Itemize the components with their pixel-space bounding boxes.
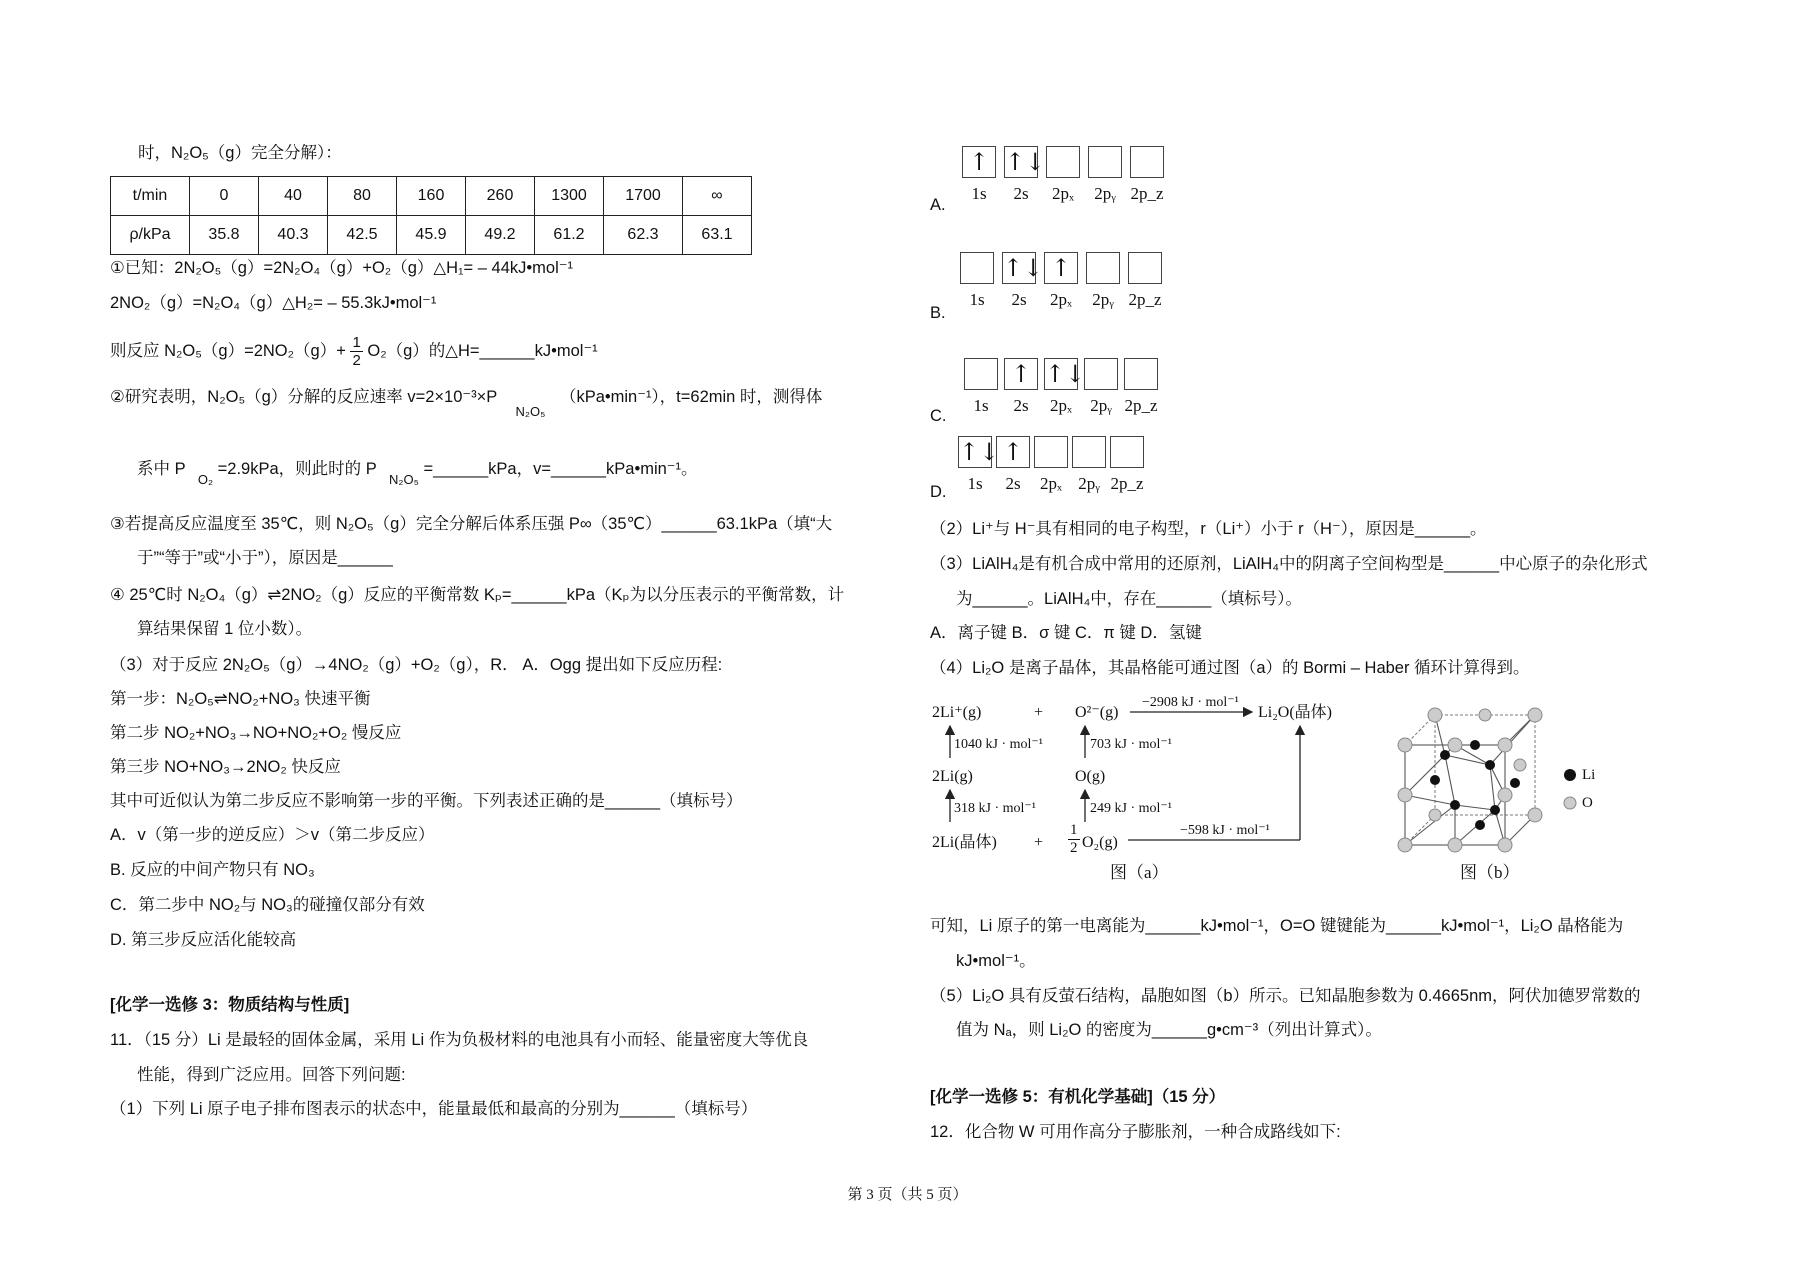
text-line: 第二步 NO₂+NO₃→NO+NO₂+O₂ 慢反应 — [110, 724, 402, 742]
orbital-box: ↑ — [996, 436, 1030, 468]
text-span: =______kPa，v=______kPa•min⁻¹。 — [423, 460, 698, 478]
table-cell: 63.1 — [683, 216, 752, 255]
subscript: O₂ — [197, 472, 214, 487]
orbital-box — [1046, 146, 1080, 178]
figure-crystal-cell — [1395, 705, 1615, 895]
table-cell: 40 — [259, 177, 328, 216]
orbital-label: 2s — [1005, 474, 1021, 493]
orbital-label: 1s — [967, 474, 983, 493]
text-line: （4）Li₂O 是离子晶体，其晶格能可通过图（a）的 Bormi – Haber 循环计算得到。 — [930, 659, 1530, 677]
table-cell: ∞ — [683, 177, 752, 216]
legend-o-label: O — [1582, 795, 1593, 811]
figure-caption: 图（a） — [1110, 863, 1169, 882]
orbital-box: ↑↓ — [1045, 360, 1086, 388]
text-line: D. 第三步反应活化能较高 — [110, 931, 297, 949]
option-letter: A. — [930, 196, 946, 214]
orbital-box: ↑↓ — [1005, 148, 1046, 176]
subscript: N₂O₅ — [389, 472, 419, 487]
text-line: C．第二步中 NO₂与 NO₃的碰撞仅部分有效 — [110, 896, 425, 914]
table-cell: t/min — [111, 177, 190, 216]
orbital-box — [964, 358, 998, 390]
text-line: 其中可近似认为第二步反应不影响第一步的平衡。下列表述正确的是______（填标号） — [110, 792, 743, 810]
text-line: （1）下列 Li 原子电子排布图表示的状态中，能量最低和最高的分别为______（填标号） — [110, 1100, 758, 1118]
text-line: 2NO₂（g）=N₂O₄（g）△H₂= – 55.3kJ•mol⁻¹ — [110, 294, 437, 312]
fraction — [1068, 822, 1080, 857]
table-cell: 49.2 — [466, 216, 535, 255]
orbital-box: ↑ — [1044, 252, 1078, 284]
fraction-numerator: 1 — [1070, 822, 1078, 838]
orbital-label: 2pₓ — [1050, 290, 1072, 309]
orbital-label: 2pₓ — [1052, 184, 1074, 203]
table-cell: 160 — [397, 177, 466, 216]
option-letter: C. — [930, 407, 947, 425]
energy-label: −598 kJ · mol⁻¹ — [1180, 823, 1270, 838]
option-letter: B. — [930, 304, 946, 322]
fraction-denominator: 2 — [352, 352, 361, 369]
text-line: 算结果保留 1 位小数）。 — [137, 620, 313, 638]
orbital-box — [1084, 358, 1118, 390]
text-span: （kPa•min⁻¹），t=62min 时，测得体 — [559, 388, 823, 406]
energy-label: 318 kJ · mol⁻¹ — [954, 801, 1036, 816]
orbital-label: 1s — [973, 396, 989, 415]
orbital-box — [1130, 146, 1164, 178]
text-span: O₂（g）的△H=______kJ•mol⁻¹ — [367, 341, 598, 360]
orbital-label: 2p_z — [1124, 396, 1158, 415]
text-line: 第三步 NO+NO₃→2NO₂ 快反应 — [110, 758, 341, 776]
subscript: N₂O₅ — [515, 404, 546, 419]
text-line — [110, 334, 598, 369]
orbital-label: 2pᵧ — [1090, 396, 1112, 415]
text-line — [110, 386, 823, 419]
species-label: 2Li(g) — [932, 768, 973, 785]
orbital-label: 2pₓ — [1040, 474, 1062, 493]
text-line: 性能，得到广泛应用。回答下列问题: — [137, 1066, 406, 1084]
text-span: 系中 P — [137, 460, 186, 478]
text-line: ④ 25℃时 N₂O₄（g）⇌2NO₂（g）反应的平衡常数 Kₚ=______kPa（Kₚ为以分压表示的平衡常数，计 — [110, 586, 845, 604]
text-line: 值为 Nₐ，则 Li₂O 的密度为______g•cm⁻³（列出计算式）。 — [956, 1021, 1382, 1039]
orbital-label: 2pᵧ — [1078, 474, 1100, 493]
text-line: ③若提高反应温度至 35℃，则 N₂O₅（g）完全分解后体系压强 P∞（35℃）______63.1kPa（填“大 — [110, 515, 833, 533]
text-line: 可知，Li 原子的第一电离能为______kJ•mol⁻¹，O=O 键键能为______kJ•mol⁻¹，Li₂O 晶格能为 — [930, 917, 1624, 935]
orbital-box — [960, 252, 994, 284]
orbital-box: ↑ — [1004, 358, 1038, 390]
text-line: A．v（第一步的逆反应）＞v（第二步反应） — [110, 826, 435, 844]
table-cell: 80 — [328, 177, 397, 216]
text-line: 为______。LiAlH₄中，存在______（填标号）。 — [956, 590, 1303, 608]
text-line: kJ•mol⁻¹。 — [956, 952, 1036, 970]
plus-sign: + — [1034, 704, 1044, 721]
orbital-label: 2pₓ — [1050, 396, 1072, 415]
orbital-label: 1s — [969, 290, 985, 309]
text-span: 则反应 N₂O₅（g）=2NO₂（g）+ — [110, 341, 346, 360]
orbital-label: 2p_z — [1130, 184, 1164, 203]
table-cell: ρ/kPa — [111, 216, 190, 255]
table-cell: 40.3 — [259, 216, 328, 255]
option-letter: D. — [930, 483, 947, 501]
species-label: O(g) — [1075, 768, 1106, 785]
fraction — [350, 334, 362, 369]
orbital-box: ↑↓ — [1003, 254, 1044, 282]
orbital-box — [1124, 358, 1158, 390]
text-line: （3）对于反应 2N₂O₅（g）→4NO₂（g）+O₂（g），R． A．Ogg 提出如下反应历程: — [110, 656, 723, 674]
orbital-label: 2pᵧ — [1092, 290, 1114, 309]
fraction-numerator: 1 — [352, 334, 361, 351]
species-label: Li₂O(晶体) — [1258, 704, 1333, 721]
text-line — [137, 458, 698, 487]
table-cell: 61.2 — [535, 216, 604, 255]
table-cell: 42.5 — [328, 216, 397, 255]
orbital-label: 2s — [1013, 396, 1029, 415]
orbital-box — [1128, 252, 1162, 284]
orbital-label: 2s — [1011, 290, 1027, 309]
table-row — [111, 216, 752, 255]
fraction-denominator: 2 — [1070, 840, 1078, 856]
text-line: 于”“等于”或“小于”），原因是______ — [137, 549, 393, 567]
table-cell: 62.3 — [604, 216, 683, 255]
species-label: 2Li(晶体) — [932, 834, 997, 851]
figure-caption: 图（b） — [1460, 863, 1520, 882]
energy-label: 1040 kJ · mol⁻¹ — [954, 737, 1043, 752]
orbital-box — [1034, 436, 1068, 468]
energy-label: −2908 kJ · mol⁻¹ — [1142, 695, 1239, 710]
orbital-box — [1072, 436, 1106, 468]
text-line: （3）LiAlH₄是有机合成中常用的还原剂，LiAlH₄中的阴离子空间构型是______中心原子的杂化形式 — [930, 555, 1648, 573]
energy-label: 249 kJ · mol⁻¹ — [1090, 801, 1172, 816]
text-line: ①已知：2N₂O₅（g）=2N₂O₄（g）+O₂（g）△H₁= – 44kJ•mol⁻¹ — [110, 259, 573, 277]
text-line: A．离子键 B．σ 键 C．π 键 D．氢键 — [930, 624, 1202, 642]
text-line: B. 反应的中间产物只有 NO₃ — [110, 861, 315, 879]
section-heading: [化学一选修 5：有机化学基础]（15 分） — [930, 1088, 1226, 1106]
text-line: 时，N₂O₅（g）完全分解）： — [138, 144, 342, 162]
section-heading: [化学一选修 3：物质结构与性质] — [110, 996, 350, 1014]
orbital-box — [1086, 252, 1120, 284]
orbital-label: 2p_z — [1128, 290, 1162, 309]
table-cell: 45.9 — [397, 216, 466, 255]
orbital-label: 1s — [971, 184, 987, 203]
pressure-table — [110, 176, 752, 255]
table-cell: 35.8 — [190, 216, 259, 255]
legend-li-label: Li — [1582, 767, 1596, 783]
table-cell: 1700 — [604, 177, 683, 216]
text-line: 12．化合物 W 可用作高分子膨胀剂，一种合成路线如下: — [930, 1123, 1341, 1141]
table-row — [111, 177, 752, 216]
orbital-box: ↑↓ — [959, 438, 1000, 466]
table-cell: 260 — [466, 177, 535, 216]
orbital-box — [1110, 436, 1144, 468]
plus-sign: + — [1034, 834, 1044, 851]
species-label: O²⁻(g) — [1075, 704, 1119, 721]
figure-born-haber — [930, 690, 1360, 890]
text-line: （5）Li₂O 具有反萤石结构，晶胞如图（b）所示。已知晶胞参数为 0.4665nm，阿伏加德罗常数的 — [930, 987, 1641, 1005]
text-span: ②研究表明，N₂O₅（g）分解的反应速率 v=2×10⁻³×P — [110, 388, 497, 406]
species-label: O₂(g) — [1082, 834, 1118, 851]
orbital-box — [1088, 146, 1122, 178]
energy-label: 703 kJ · mol⁻¹ — [1090, 737, 1172, 752]
orbital-label: 2pᵧ — [1094, 184, 1116, 203]
orbital-label: 2s — [1013, 184, 1029, 203]
text-line: 11．（15 分）Li 是最轻的固体金属，采用 Li 作为负极材料的电池具有小而轻、能量密度大等优良 — [110, 1031, 809, 1049]
table-cell: 1300 — [535, 177, 604, 216]
text-span: =2.9kPa，则此时的 P — [217, 460, 377, 478]
text-line: （2）Li⁺与 H⁻具有相同的电子构型，r（Li⁺）小于 r（H⁻），原因是______。 — [930, 520, 1487, 538]
table-cell: 0 — [190, 177, 259, 216]
species-label: 2Li⁺(g) — [932, 704, 982, 721]
orbital-box: ↑ — [962, 146, 996, 178]
orbital-label: 2p_z — [1110, 474, 1144, 493]
text-line: 第一步：N₂O₅⇌NO₂+NO₃ 快速平衡 — [110, 690, 371, 708]
page-footer: 第 3 页（共 5 页） — [847, 1187, 968, 1203]
